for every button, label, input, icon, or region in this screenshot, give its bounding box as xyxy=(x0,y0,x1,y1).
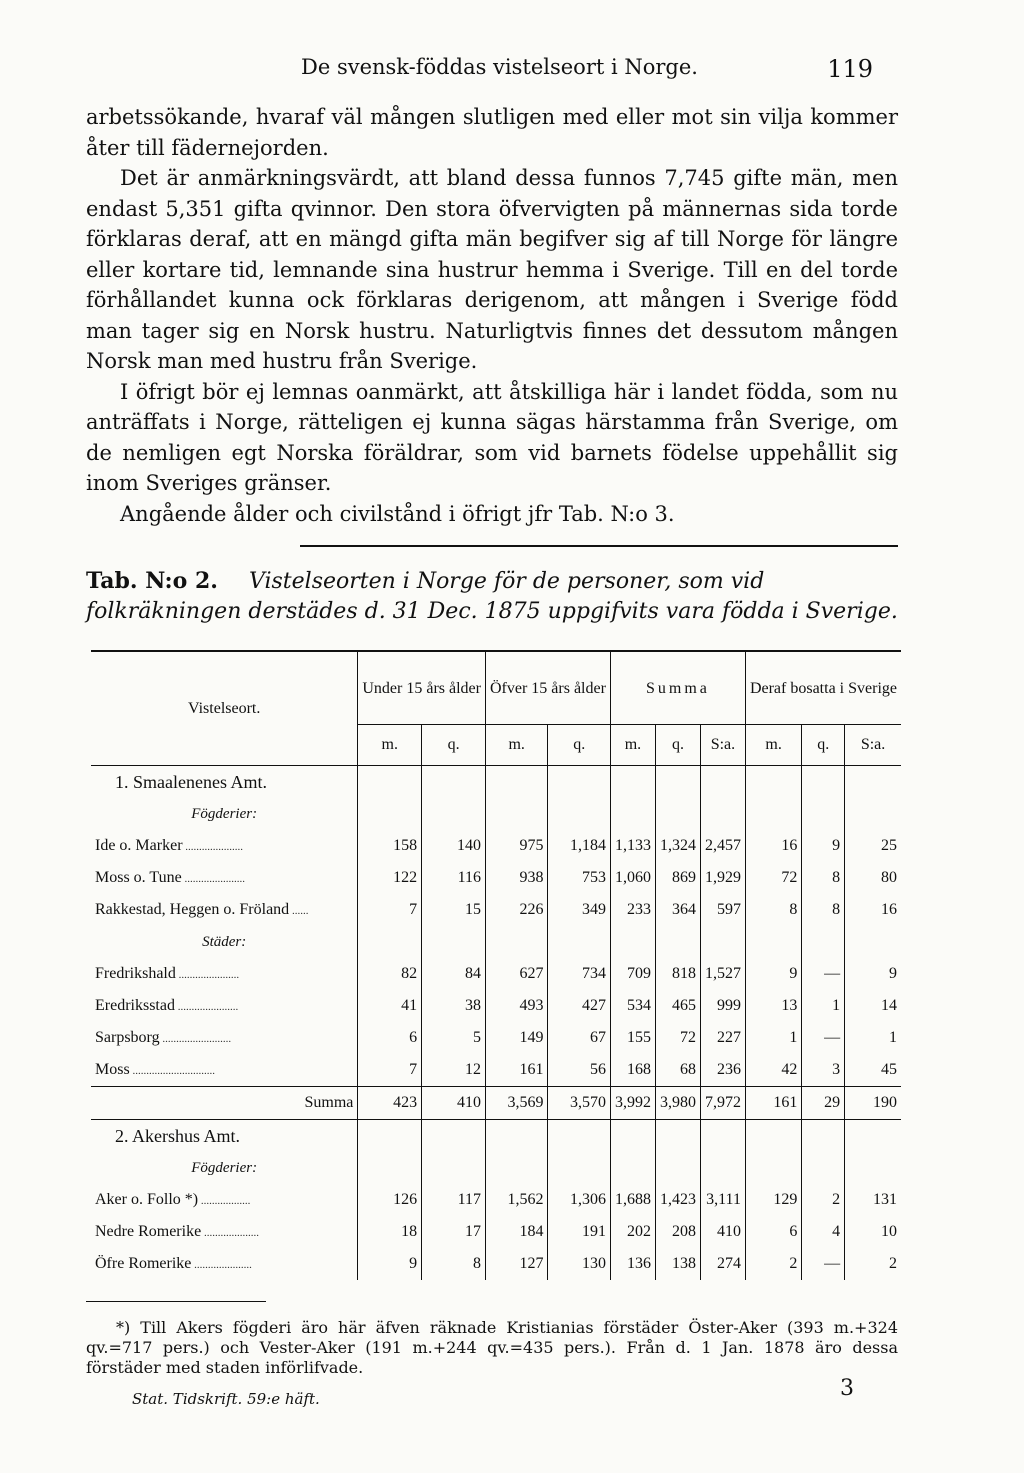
table-row xyxy=(91,990,901,1022)
row-name: Aker o. Follo *) xyxy=(95,1191,199,1208)
empty-cell xyxy=(802,766,845,799)
empty-cell xyxy=(548,926,610,958)
empty-cell xyxy=(485,1120,547,1153)
data-cell: 72 xyxy=(655,1022,700,1054)
leader-dots: ...................... xyxy=(174,1001,239,1013)
sheet-mark: 3 xyxy=(840,1376,854,1401)
data-cell: 131 xyxy=(845,1184,901,1216)
data-cell: 627 xyxy=(485,958,547,990)
table-caption xyxy=(86,566,898,627)
page-number: 119 xyxy=(827,55,873,83)
paragraph: Angående ålder och civilstånd i öfrigt jfr Tab. N:o 3. xyxy=(120,501,675,526)
leader-dots: .................. xyxy=(198,1195,251,1207)
table-row xyxy=(91,958,901,990)
table-label: Tab. N:o 2. xyxy=(86,568,218,594)
data-cell: 7 xyxy=(358,894,422,926)
subheading-row xyxy=(91,1152,901,1184)
data-cell: 233 xyxy=(610,894,655,926)
subheading-row xyxy=(91,798,901,830)
empty-cell xyxy=(745,766,801,799)
data-cell: 1,060 xyxy=(610,862,655,894)
subcol-header: q. xyxy=(802,725,845,766)
running-header xyxy=(86,55,898,85)
data-cell: 8 xyxy=(802,862,845,894)
data-cell: 84 xyxy=(422,958,486,990)
table-row xyxy=(91,1022,901,1054)
data-cell: 7 xyxy=(358,1054,422,1087)
total-cell: 423 xyxy=(358,1087,422,1120)
column-header-resident: Deraf bosatta i Sverige xyxy=(745,651,901,725)
data-cell: 734 xyxy=(548,958,610,990)
empty-cell xyxy=(610,798,655,830)
row-label xyxy=(91,1054,358,1087)
data-cell: 116 xyxy=(422,862,486,894)
data-cell: 17 xyxy=(422,1216,486,1248)
total-cell: 410 xyxy=(422,1087,486,1120)
row-label xyxy=(91,1184,358,1216)
empty-cell xyxy=(700,1152,745,1184)
footnote-text: *) Till Akers fögderi äro här äfven räknade Kristianias förstäder Öster-Aker (393 m.+324 qv.=717 pers.) och Vester-Aker (191 m.+244 qv.=435 pers.). Från d. 1 Jan. 1878 äro dessa förstäder med staden införlifvade. xyxy=(86,1318,898,1377)
table-row xyxy=(91,1248,901,1280)
empty-cell xyxy=(358,1152,422,1184)
data-cell: 9 xyxy=(845,958,901,990)
empty-cell xyxy=(845,926,901,958)
empty-cell xyxy=(358,766,422,799)
subheading: Fögderier: xyxy=(191,805,258,822)
data-cell: 3,111 xyxy=(700,1184,745,1216)
data-cell: 191 xyxy=(548,1216,610,1248)
total-cell: 3,992 xyxy=(610,1087,655,1120)
data-cell: 493 xyxy=(485,990,547,1022)
row-name: Öfre Romerike xyxy=(95,1255,192,1272)
data-cell: 168 xyxy=(610,1054,655,1087)
table-row xyxy=(91,894,901,926)
subcol-header: S:a. xyxy=(845,725,901,766)
data-cell: 155 xyxy=(610,1022,655,1054)
total-cell: 190 xyxy=(845,1087,901,1120)
data-cell: 1,306 xyxy=(548,1184,610,1216)
data-cell: 709 xyxy=(610,958,655,990)
data-cell: 1,688 xyxy=(610,1184,655,1216)
table-row xyxy=(91,1184,901,1216)
empty-cell xyxy=(610,1152,655,1184)
empty-cell xyxy=(610,1120,655,1153)
column-header-under15: Under 15 års ålder xyxy=(358,651,486,725)
data-cell: 5 xyxy=(422,1022,486,1054)
total-cell: 29 xyxy=(802,1087,845,1120)
data-cell: — xyxy=(802,1022,845,1054)
data-cell: 3 xyxy=(802,1054,845,1087)
empty-cell xyxy=(485,1152,547,1184)
empty-cell xyxy=(485,766,547,799)
row-label xyxy=(91,1022,358,1054)
data-cell: 138 xyxy=(655,1248,700,1280)
subheading: Städer: xyxy=(202,933,247,950)
signature: Stat. Tidskrift. 59:e häft. xyxy=(132,1390,320,1408)
data-cell: 9 xyxy=(745,958,801,990)
data-cell: 126 xyxy=(358,1184,422,1216)
data-cell: 117 xyxy=(422,1184,486,1216)
data-cell: 41 xyxy=(358,990,422,1022)
data-cell: 1,423 xyxy=(655,1184,700,1216)
data-cell: 8 xyxy=(422,1248,486,1280)
data-cell: 2 xyxy=(845,1248,901,1280)
data-cell: 2 xyxy=(802,1184,845,1216)
data-cell: 364 xyxy=(655,894,700,926)
data-cell: 18 xyxy=(358,1216,422,1248)
data-cell: 67 xyxy=(548,1022,610,1054)
empty-cell xyxy=(655,1152,700,1184)
column-header-summa: Summa xyxy=(610,651,745,725)
data-cell: 72 xyxy=(745,862,801,894)
empty-cell xyxy=(548,1120,610,1153)
data-cell: 818 xyxy=(655,958,700,990)
empty-cell xyxy=(745,1152,801,1184)
empty-cell xyxy=(655,926,700,958)
data-cell: 938 xyxy=(485,862,547,894)
data-cell: 68 xyxy=(655,1054,700,1087)
empty-cell xyxy=(548,766,610,799)
empty-cell xyxy=(485,798,547,830)
section-divider xyxy=(300,545,898,547)
data-cell: 15 xyxy=(422,894,486,926)
empty-cell xyxy=(422,1120,486,1153)
data-cell: 56 xyxy=(548,1054,610,1087)
empty-cell xyxy=(610,766,655,799)
empty-cell xyxy=(422,798,486,830)
empty-cell xyxy=(358,926,422,958)
data-cell: 9 xyxy=(358,1248,422,1280)
body-text xyxy=(86,102,898,529)
section-heading-row xyxy=(91,1120,901,1153)
data-cell: 8 xyxy=(802,894,845,926)
data-cell: 42 xyxy=(745,1054,801,1087)
header-row xyxy=(91,651,901,725)
data-cell: 127 xyxy=(485,1248,547,1280)
row-name: Eredriksstad xyxy=(95,997,175,1014)
data-cell: 16 xyxy=(845,894,901,926)
leader-dots: ...................... xyxy=(175,969,240,981)
data-cell: 158 xyxy=(358,830,422,862)
data-cell: — xyxy=(802,1248,845,1280)
data-cell: 1 xyxy=(802,990,845,1022)
data-cell: 9 xyxy=(802,830,845,862)
total-row xyxy=(91,1087,901,1120)
empty-cell xyxy=(745,798,801,830)
subheading-row xyxy=(91,926,901,958)
data-cell: 82 xyxy=(358,958,422,990)
data-cell: 25 xyxy=(845,830,901,862)
total-cell: 161 xyxy=(745,1087,801,1120)
table-row xyxy=(91,1054,901,1087)
data-cell: 12 xyxy=(422,1054,486,1087)
data-cell: 122 xyxy=(358,862,422,894)
row-name: Ide o. Marker xyxy=(95,837,183,854)
data-cell: 6 xyxy=(358,1022,422,1054)
empty-cell xyxy=(700,926,745,958)
data-cell: 1 xyxy=(845,1022,901,1054)
data-cell: 13 xyxy=(745,990,801,1022)
table-row xyxy=(91,1216,901,1248)
subcol-header: q. xyxy=(422,725,486,766)
data-cell: 208 xyxy=(655,1216,700,1248)
empty-cell xyxy=(802,1152,845,1184)
data-cell: 136 xyxy=(610,1248,655,1280)
empty-cell xyxy=(485,926,547,958)
data-cell: 227 xyxy=(700,1022,745,1054)
data-cell: 465 xyxy=(655,990,700,1022)
empty-cell xyxy=(655,1120,700,1153)
row-label xyxy=(91,830,358,862)
empty-cell xyxy=(700,766,745,799)
row-name: Moss o. Tune xyxy=(95,869,182,886)
total-cell: 3,980 xyxy=(655,1087,700,1120)
row-label xyxy=(91,990,358,1022)
data-cell: 14 xyxy=(845,990,901,1022)
data-cell: 410 xyxy=(700,1216,745,1248)
data-cell: 8 xyxy=(745,894,801,926)
column-header-location: Vistelseort. xyxy=(91,651,358,766)
row-name: Nedre Romerike xyxy=(95,1223,202,1240)
leader-dots: ...................... xyxy=(181,873,245,885)
data-cell: 869 xyxy=(655,862,700,894)
empty-cell xyxy=(422,766,486,799)
row-name: Sarpsborg xyxy=(95,1029,160,1046)
subheading: Fögderier: xyxy=(191,1159,258,1176)
leader-dots: .............................. xyxy=(129,1065,215,1077)
data-cell: 10 xyxy=(845,1216,901,1248)
empty-cell xyxy=(745,926,801,958)
data-cell: 80 xyxy=(845,862,901,894)
subcol-header: q. xyxy=(548,725,610,766)
footnote-rule xyxy=(86,1301,266,1302)
data-cell: 149 xyxy=(485,1022,547,1054)
leader-dots: ...... xyxy=(289,905,309,917)
data-cell: 4 xyxy=(802,1216,845,1248)
data-cell: 274 xyxy=(700,1248,745,1280)
table-row xyxy=(91,830,901,862)
empty-cell xyxy=(548,1152,610,1184)
empty-cell xyxy=(845,1152,901,1184)
data-cell: 129 xyxy=(745,1184,801,1216)
leader-dots: ..................... xyxy=(182,841,244,853)
data-cell: 999 xyxy=(700,990,745,1022)
data-cell: 1 xyxy=(745,1022,801,1054)
empty-cell xyxy=(700,1120,745,1153)
total-cell: 3,570 xyxy=(548,1087,610,1120)
paragraph: I öfrigt bör ej lemnas oanmärkt, att åtskilliga här i landet födda, som nu anträffats i Norge, rätteligen ej kunna sägas härstamma från Sverige, om de nemligen egt Norska föräldrar, som vid barnets födelse uppehållit sig inom Sveriges gränser. xyxy=(86,379,898,495)
data-cell: 1,929 xyxy=(700,862,745,894)
footnote xyxy=(86,1318,898,1378)
empty-cell xyxy=(802,1120,845,1153)
data-cell: 597 xyxy=(700,894,745,926)
empty-cell xyxy=(745,1120,801,1153)
data-cell: — xyxy=(802,958,845,990)
table-description: Vistelseorten i Norge för de personer, som vid folkräkningen derstädes d. 31 Dec. 1875 uppgifvits vara födda i Sverige. xyxy=(86,569,898,624)
leader-dots: .................... xyxy=(201,1227,259,1239)
data-cell: 1,133 xyxy=(610,830,655,862)
table-row xyxy=(91,862,901,894)
data-cell: 1,562 xyxy=(485,1184,547,1216)
empty-cell xyxy=(802,798,845,830)
data-cell: 140 xyxy=(422,830,486,862)
data-cell: 427 xyxy=(548,990,610,1022)
total-cell: 7,972 xyxy=(700,1087,745,1120)
subcol-header: S:a. xyxy=(700,725,745,766)
running-title: De svensk-föddas vistelseort i Norge. xyxy=(301,55,698,79)
data-cell: 2 xyxy=(745,1248,801,1280)
empty-cell xyxy=(358,798,422,830)
empty-cell xyxy=(548,798,610,830)
empty-cell xyxy=(845,766,901,799)
data-cell: 202 xyxy=(610,1216,655,1248)
total-label: Summa xyxy=(91,1087,358,1120)
data-cell: 1,184 xyxy=(548,830,610,862)
empty-cell xyxy=(422,926,486,958)
data-cell: 975 xyxy=(485,830,547,862)
subcol-header: m. xyxy=(610,725,655,766)
statistics-table xyxy=(91,650,901,1280)
empty-cell xyxy=(655,798,700,830)
row-name: Moss xyxy=(95,1061,130,1078)
data-cell: 349 xyxy=(548,894,610,926)
data-cell: 236 xyxy=(700,1054,745,1087)
data-cell: 16 xyxy=(745,830,801,862)
data-cell: 38 xyxy=(422,990,486,1022)
subcol-header: m. xyxy=(358,725,422,766)
data-cell: 1,324 xyxy=(655,830,700,862)
empty-cell xyxy=(422,1152,486,1184)
empty-cell xyxy=(655,766,700,799)
data-cell: 130 xyxy=(548,1248,610,1280)
empty-cell xyxy=(358,1120,422,1153)
empty-cell xyxy=(802,926,845,958)
row-name: Fredrikshald xyxy=(95,965,176,982)
data-cell: 184 xyxy=(485,1216,547,1248)
leader-dots: ......................... xyxy=(159,1033,232,1045)
paragraph: arbetssökande, hvaraf väl mången slutligen med eller mot sin vilja kommer åter till fädernejorden. xyxy=(86,105,898,160)
row-label xyxy=(91,894,358,926)
leader-dots: ..................... xyxy=(191,1259,252,1271)
data-cell: 753 xyxy=(548,862,610,894)
empty-cell xyxy=(845,798,901,830)
subcol-header: m. xyxy=(745,725,801,766)
empty-cell xyxy=(700,798,745,830)
data-cell: 534 xyxy=(610,990,655,1022)
data-cell: 2,457 xyxy=(700,830,745,862)
empty-cell xyxy=(610,926,655,958)
subcol-header: m. xyxy=(485,725,547,766)
data-cell: 6 xyxy=(745,1216,801,1248)
table-body xyxy=(91,766,901,1281)
row-name: Rakkestad, Heggen o. Fröland xyxy=(95,901,290,918)
data-cell: 45 xyxy=(845,1054,901,1087)
column-header-over15: Öfver 15 års ålder xyxy=(485,651,610,725)
row-label xyxy=(91,1248,358,1280)
data-cell: 1,527 xyxy=(700,958,745,990)
paragraph: Det är anmärkningsvärdt, att bland dessa funnos 7,745 gifte män, men endast 5,351 gifta qvinnor. Den stora öfvervigten på männernas sida torde förklaras deraf, att en mängd gifta män begifver sig af till Norge för längre eller kortare tid, lemnande sina hustrur hemma i Sverige. Till en del torde förhållandet kunna ock förklaras derigenom, att mången i Sverige född man tager sig en Norsk hustru. Naturligtvis finnes det dessutom mången Norsk man med hustru från Sverige. xyxy=(86,166,898,373)
section-heading: 1. Smaalenenes Amt. xyxy=(115,771,267,792)
empty-cell xyxy=(845,1120,901,1153)
subcol-header: q. xyxy=(655,725,700,766)
total-cell: 3,569 xyxy=(485,1087,547,1120)
data-cell: 226 xyxy=(485,894,547,926)
row-label xyxy=(91,862,358,894)
row-label xyxy=(91,958,358,990)
data-cell: 161 xyxy=(485,1054,547,1087)
section-heading-row xyxy=(91,766,901,799)
section-heading: 2. Akershus Amt. xyxy=(115,1125,241,1146)
row-label xyxy=(91,1216,358,1248)
